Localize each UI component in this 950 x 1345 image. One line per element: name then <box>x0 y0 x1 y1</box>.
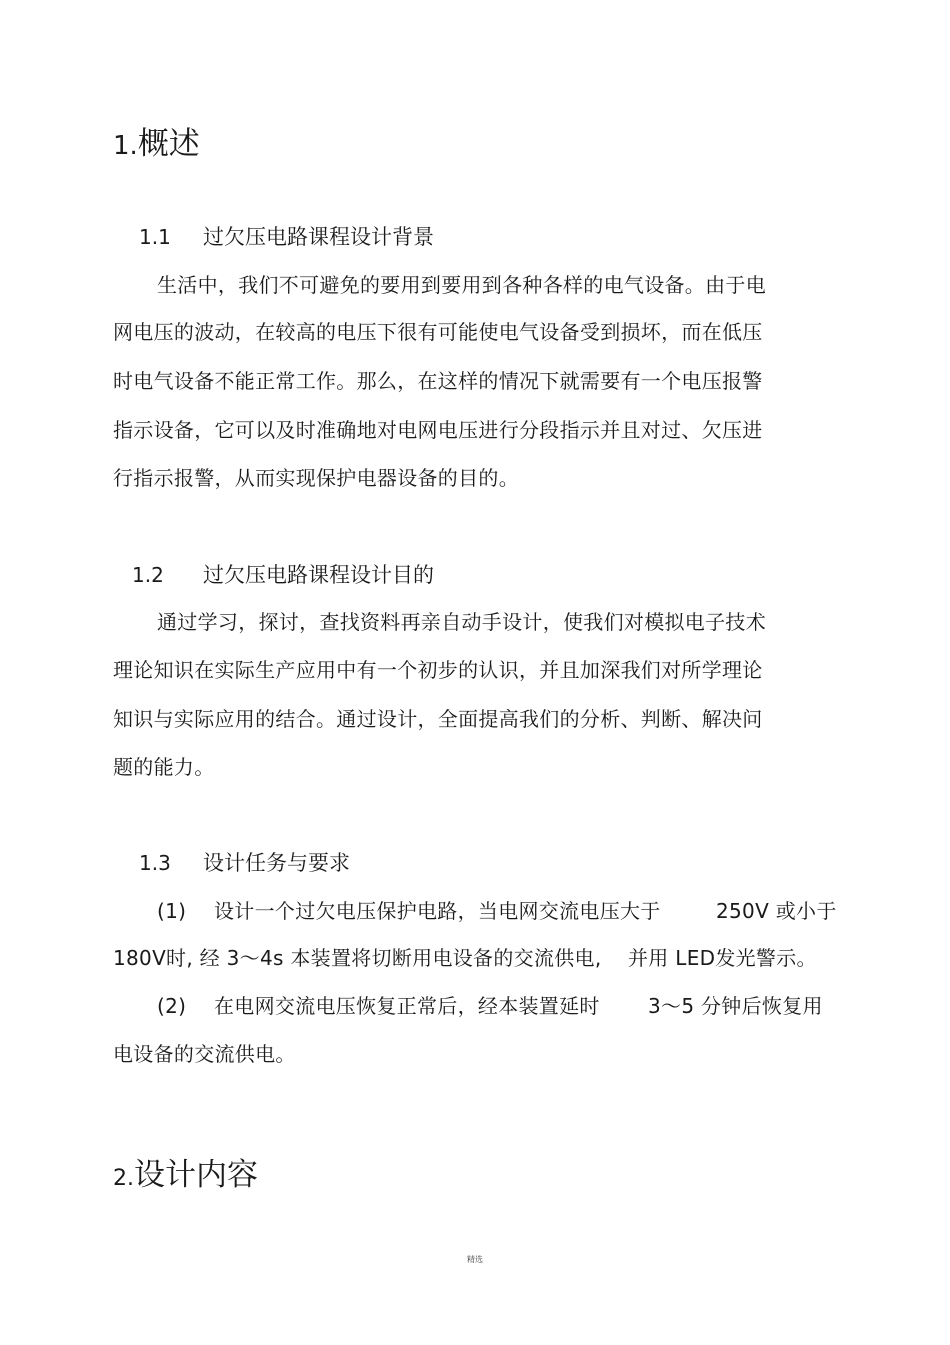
requirement-2-line-1b: 3～5 分钟后恢复用 <box>648 994 823 1018</box>
subsection-1-2-number: 1.2 <box>132 563 164 587</box>
subsection-1-3-heading <box>139 849 350 877</box>
subsection-1-1-title: 过欠压电路课程设计背景 <box>203 225 434 249</box>
paragraph-1-1-line-1: 生活中，我们不可避免的要用到要用到各种各样的电气设备。由于电 <box>157 273 766 297</box>
requirement-1-line-2a: 180V时, 经 3～4s 本装置将切断用电设备的交流供电, <box>113 946 602 970</box>
requirement-2-line-1a: 在电网交流电压恢复正常后，经本装置延时 <box>214 994 600 1018</box>
paragraph-1-1-line-5: 行指示报警，从而实现保护电器设备的目的。 <box>113 466 519 490</box>
paragraph-1-2-line-4: 题的能力。 <box>113 755 215 779</box>
requirement-1-line-2b: 并用 LED发光警示。 <box>628 946 817 970</box>
subsection-1-3-number: 1.3 <box>139 851 171 875</box>
subsection-1-2-title: 过欠压电路课程设计目的 <box>203 563 434 587</box>
section-2-number: 2. <box>113 1166 134 1191</box>
section-2-heading <box>113 1155 258 1199</box>
paragraph-1-1-line-4: 指示设备，它可以及时准确地对电网电压进行分段指示并且对过、欠压进 <box>113 418 763 442</box>
section-1-heading <box>113 124 200 166</box>
section-1-title: 概述 <box>137 126 200 162</box>
requirement-1-line-1b: 250V 或小于 <box>716 899 837 923</box>
paragraph-1-1-line-2: 网电压的波动，在较高的电压下很有可能使电气设备受到损坏，而在低压 <box>113 320 763 344</box>
subsection-1-2-heading <box>132 561 434 589</box>
paragraph-1-1-line-3: 时电气设备不能正常工作。那么，在这样的情况下就需要有一个电压报警 <box>113 369 763 393</box>
paragraph-1-2-line-2: 理论知识在实际生产应用中有一个初步的认识，并且加深我们对所学理论 <box>113 658 763 682</box>
section-2-title: 设计内容 <box>134 1157 258 1193</box>
requirement-2-line-2: 电设备的交流供电。 <box>113 1042 296 1066</box>
requirement-1-line-1a: 设计一个过欠电压保护电路，当电网交流电压大于 <box>214 899 661 923</box>
subsection-1-3-title: 设计任务与要求 <box>203 851 350 875</box>
section-1-number: 1. <box>113 131 138 161</box>
paragraph-1-2-line-3: 知识与实际应用的结合。通过设计，全面提高我们的分析、判断、解决问 <box>113 707 763 731</box>
requirement-1-label: (1) <box>157 899 187 923</box>
paragraph-1-2-line-1: 通过学习，探讨，查找资料再亲自动手设计，使我们对模拟电子技术 <box>157 610 766 634</box>
subsection-1-1-number: 1.1 <box>139 225 171 249</box>
requirement-2-label: (2) <box>157 994 187 1018</box>
page-footer: 精选 <box>467 1255 483 1264</box>
subsection-1-1-heading <box>139 223 434 251</box>
